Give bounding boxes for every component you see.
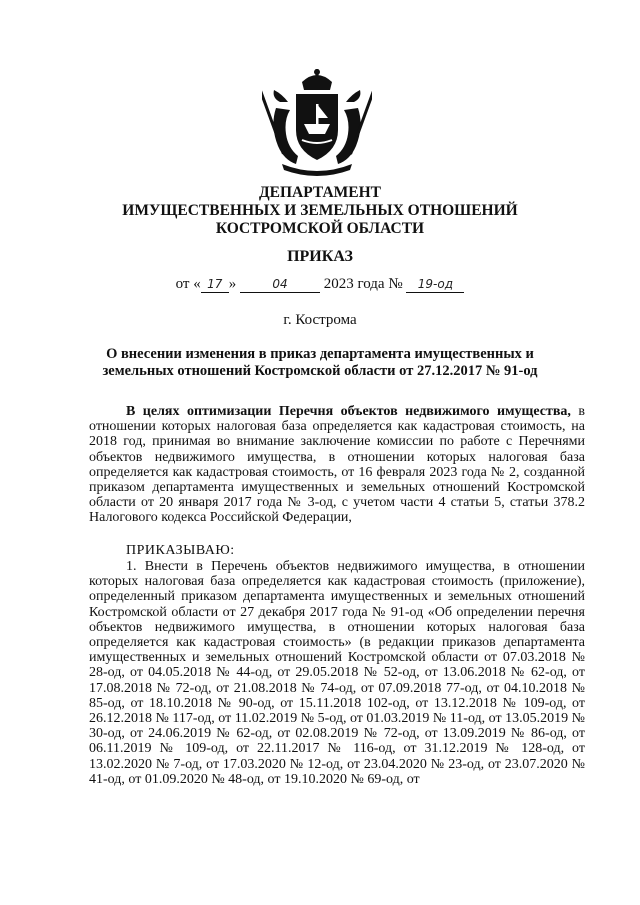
date-month-handwritten: 04: [240, 276, 320, 293]
date-prefix: от «: [175, 276, 201, 292]
body-paragraph-1-lead: В целях оптимизации Перечня объектов недвижимого имущества,: [126, 404, 571, 419]
department-header: [80, 184, 560, 238]
order-title: ПРИКАЗ: [287, 248, 353, 265]
body-paragraph-2: [89, 559, 585, 787]
prikazyvayu-heading: [89, 543, 585, 558]
department-header-line1: ДЕПАРТАМЕНТ: [258, 184, 382, 201]
body-paragraph-1: [89, 404, 585, 526]
date-mid: »: [228, 276, 237, 292]
body-paragraph-1-rest: в отношении которых налоговая база определяется как кадастровая стоимость, на 2018 год, принимая во внимание заключение комиссии по работе с Перечнями объектов недвижимого имущества, в отношении которых налоговая база определяется как кадастровая стоимость, от 16 февраля 2023 года № 2, созданной приказом департамента имущественных и земельных отношений Костромской области от 20 января 2017 года № 3-од, с учетом части 4 статьи 5, статьи 378.2 Налогового кодекса Российской Федерации,: [89, 404, 585, 526]
city-label: г. Кострома: [283, 312, 357, 328]
order-date-line: [80, 276, 560, 293]
department-header-line3: КОСТРОМСКОЙ ОБЛАСТИ: [215, 220, 425, 237]
order-subject-line2: земельных отношений Костромской области от 27.12.2017 № 91-од: [102, 363, 538, 379]
coat-of-arms-emblem: [262, 68, 372, 178]
prikazyvayu-text: ПРИКАЗЫВАЮ:: [126, 543, 235, 558]
order-number-handwritten: 19-од: [406, 276, 464, 293]
date-year-text: 2023 года №: [323, 276, 403, 292]
date-day-handwritten: 17: [201, 276, 229, 293]
order-subject-line1: О внесении изменения в приказ департамента имущественных и: [106, 346, 534, 362]
order-subject: [80, 346, 560, 380]
department-header-line2: ИМУЩЕСТВЕННЫХ И ЗЕМЕЛЬНЫХ ОТНОШЕНИЙ: [122, 202, 518, 219]
body-paragraph-2-text: 1. Внести в Перечень объектов недвижимого имущества, в отношении которых налоговая база определяется как кадастровая стоимость (приложение), определенный приказом департамента имущественных и земельных отношений Костромской области от 27 декабря 2017 года № 91-од «Об определении перечня объектов недвижимого имущества, в отношении которых налоговая база определяется как кадастровая стоимость» (в редакции приказов департамента имущественных и земельных отношений Костромской области от 07.03.2018 № 28-од, от 04.05.2018 № 44-од, от 29.05.2018 № 52-од, от 13.06.2018 № 62-од, от 17.08.2018 № 72-од, от 21.08.2018 № 74-од, от 07.09.2018 77-од, от 04.10.2018 № 85-од, от 18.10.2018 № 90-од, от 15.11.2018 102-од, от 13.12.2018 № 109-од, от 26.12.2018 № 117-од, от 11.02.2019 № 5-од, от 01.03.2019 № 11-од, от 13.05.2019 № 30-од, от 24.06.2019 № 62-од, от 02.08.2019 № 72-од, от 13.09.2019 № 86-од, от 06.11.2019 № 109-од, от 22.11.2017 № 116-од, от 31.12.2019 № 128-од, от 13.02.2020 № 7-од, от 17.03.2020 № 12-од, от 23.04.2020 № 23-од, от 23.07.2020 № 41-од, от 01.09.2020 № 48-од, от 19.10.2020 № 69-од, от: [89, 559, 585, 787]
